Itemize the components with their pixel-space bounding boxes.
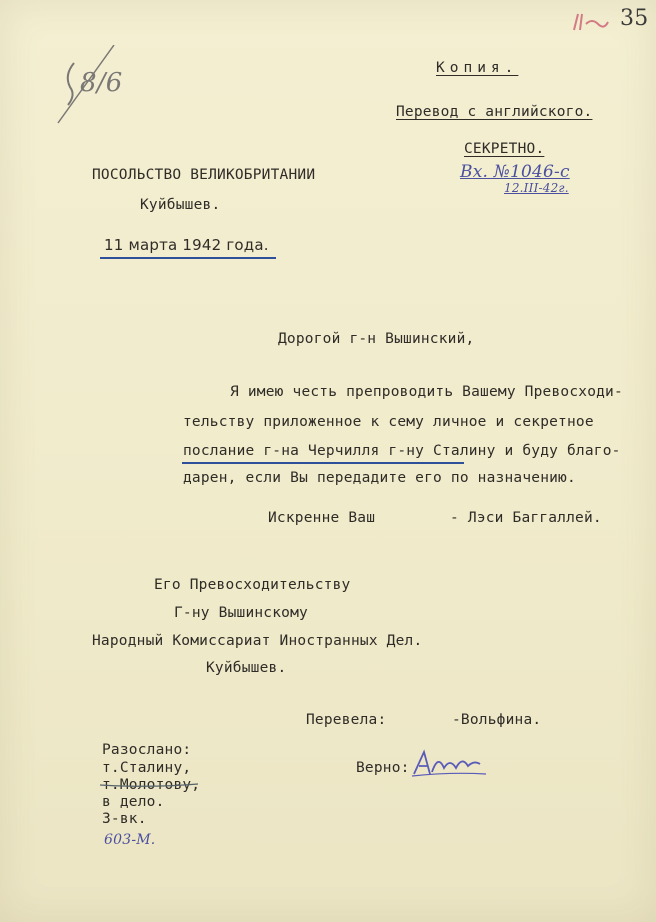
sender-city: Куйбышев. (140, 197, 221, 213)
stalin-pencil-underline (100, 776, 200, 782)
letter-line-3: послание г-на Черчилля г-ну Сталину и буду благо- (183, 443, 621, 459)
churchill-underline (182, 462, 464, 464)
secret-label: СЕКРЕТНО. (464, 141, 545, 157)
letter-line-2: тельству приложенное к сему личное и секретное (183, 414, 594, 430)
pencil-mark (50, 45, 130, 125)
incoming-date: 12.III-42г. (504, 181, 569, 195)
letter-date: 11 марта 1942 года. (104, 236, 269, 254)
svg-text:8/6: 8/6 (80, 68, 123, 98)
archive-red-mark (570, 10, 610, 36)
addressee-line-2: Г-ну Вышинскому (174, 605, 308, 621)
distribution-handwritten: 603-М. (104, 832, 156, 848)
closing: Искренне Ваш (268, 510, 376, 526)
addressee-line-4: Куйбышев. (206, 660, 287, 676)
translator-name: -Вольфина. (452, 712, 542, 728)
distribution-item: в дело. (102, 794, 165, 810)
distribution-title: Разослано: (102, 742, 192, 758)
incoming-number: Вх. №1046-с (460, 162, 570, 182)
verifier-signature (410, 746, 490, 780)
distribution-item: 3-вк. (102, 811, 147, 827)
signature-scribble-icon (410, 746, 490, 780)
red-scribble-icon (570, 10, 610, 36)
distribution-item: т.Сталину, (102, 760, 192, 776)
letter-line-4: дарен, если Вы передадите его по назначению. (183, 470, 576, 486)
verified-label: Верно: (356, 760, 410, 776)
distribution-item: т.Молотову, (102, 777, 201, 793)
copy-label: Копия. (436, 60, 519, 76)
addressee-line-1: Его Превосходительству (154, 577, 351, 593)
salutation: Дорогой г-н Вышинский, (278, 331, 475, 347)
pencil-scribble-icon (50, 45, 130, 125)
pencil-underline-icon (100, 782, 200, 788)
letter-line-1: Я имею честь препроводить Вашему Превосходи- (230, 384, 623, 400)
date-underline (100, 257, 276, 259)
addressee-line-3: Народный Комиссариат Иностранных Дел. (92, 633, 423, 649)
embassy-name: ПОСОЛЬСТВО ВЕЛИКОБРИТАНИИ (92, 167, 316, 183)
signature: - Лэси Баггаллей. (450, 510, 602, 526)
translation-label: Перевод с английского. (396, 104, 593, 120)
translator-label: Перевела: (306, 712, 387, 728)
archive-page-number: 35 (620, 6, 649, 31)
